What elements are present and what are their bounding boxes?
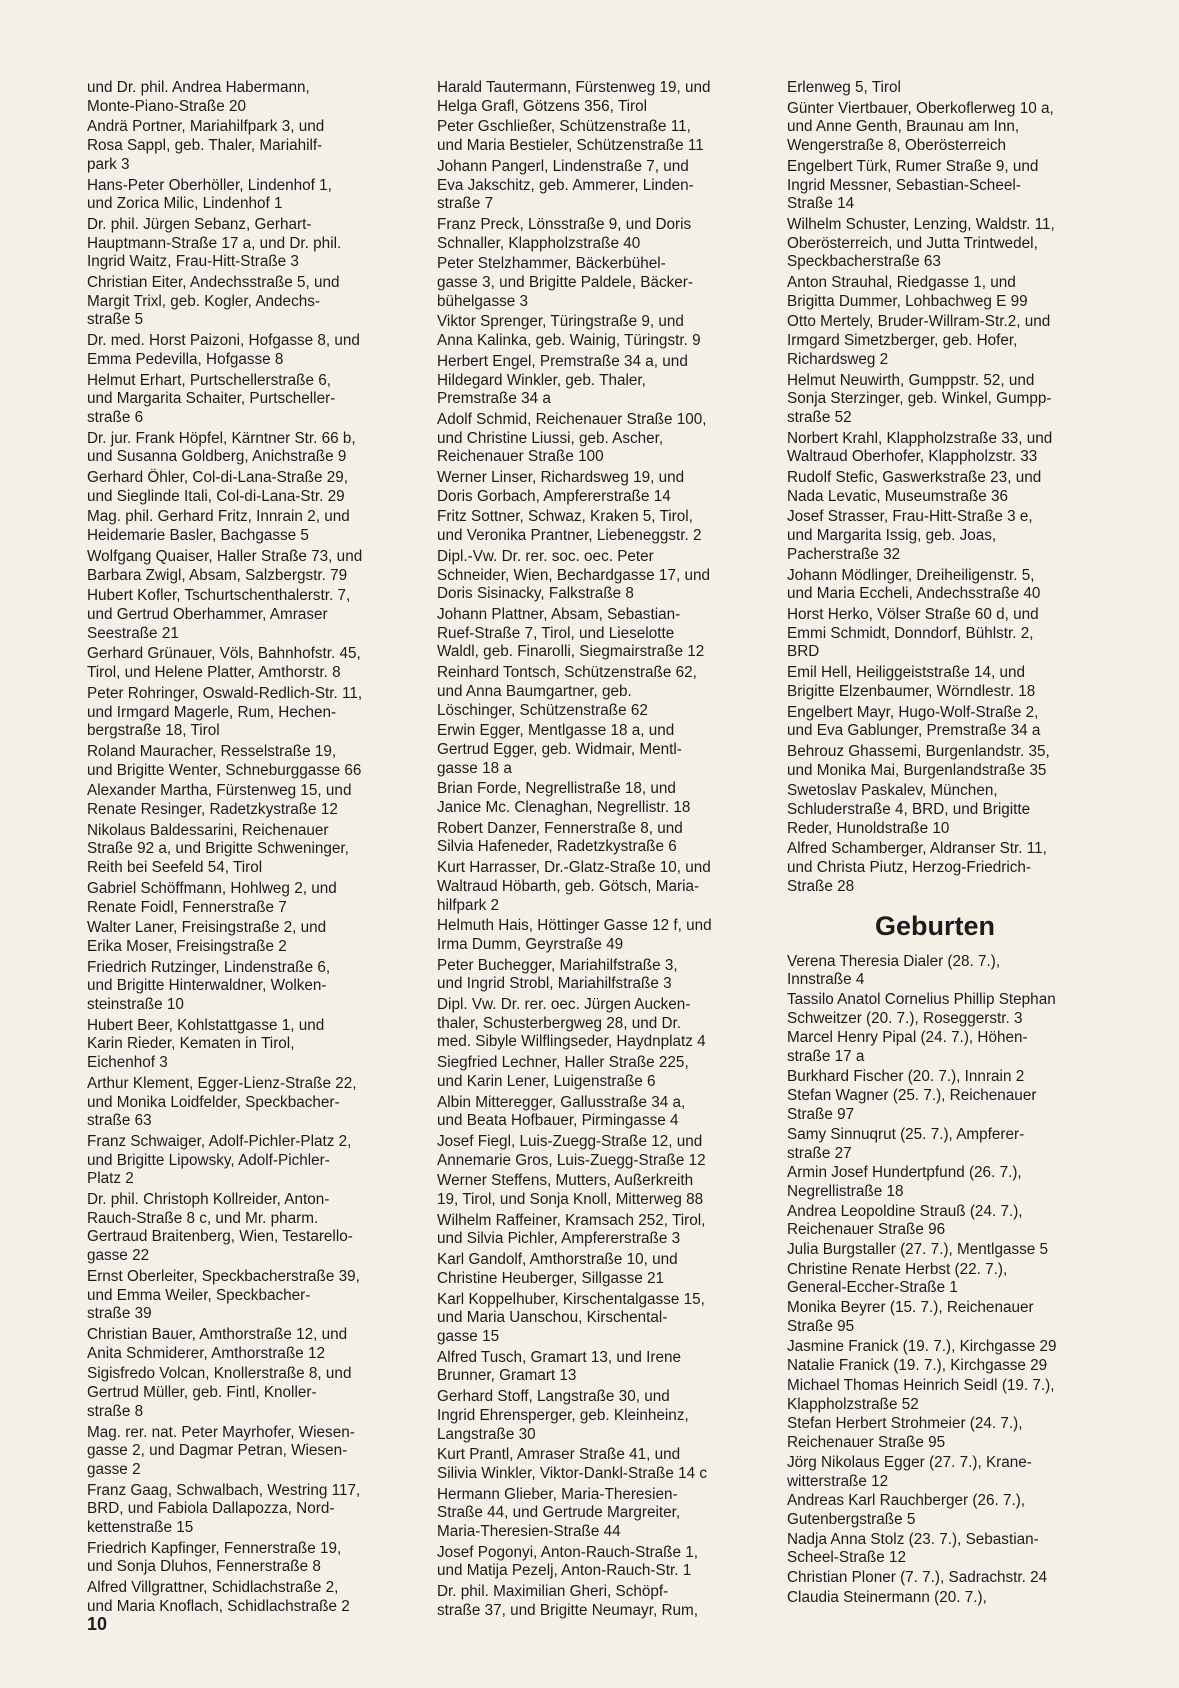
marriage-entry: Josef Pogonyi, Anton-Rauch-Straße 1, und Matija Pezelj, Anton-Rauch-Str. 1 bbox=[437, 1543, 699, 1580]
section-title-births: Geburten bbox=[875, 910, 996, 941]
marriage-entry: Siegfried Lechner, Haller Straße 225, und Karin Lener, Luigenstraße 6 bbox=[437, 1054, 689, 1090]
marriage-entry: Helmut Neuwirth, Gumppstr. 52, und Sonja Sterzinger, geb. Winkel, Gumpp- straße 52 bbox=[787, 371, 1052, 426]
marriage-entry: Reinhard Tontsch, Schützenstraße 62, und Anna Baumgartner, geb. Löschinger, Schützenstraße 62 bbox=[437, 664, 697, 719]
marriage-entry: Behrouz Ghassemi, Burgenlandstr. 35, und Monika Mai, Burgenlandstraße 35 bbox=[787, 742, 1050, 779]
birth-entry: Stefan Wagner (25. 7.), Reichenauer Straße 97 bbox=[787, 1087, 1037, 1124]
marriage-entry: Albin Mitteregger, Gallusstraße 34 a, und Beata Hofbauer, Pirmingasse 4 bbox=[437, 1093, 686, 1130]
marriage-entry: Sigisfredo Volcan, Knollerstraße 8, und Gertrud Müller, geb. Fintl, Knoller- straße 8 bbox=[87, 1365, 352, 1420]
marriage-entry: Johann Mödlinger, Dreiheiligenstr. 5, und Maria Eccheli, Andechsstraße 40 bbox=[787, 566, 1041, 603]
marriage-entry: Karl Koppelhuber, Kirschentalgasse 15, und Maria Uanschou, Kirschental- gasse 15 bbox=[437, 1290, 705, 1345]
marriage-entry: Gerhard Grünauer, Völs, Bahnhofstr. 45, Tirol, und Helene Platter, Amthorstr. 8 bbox=[87, 645, 361, 682]
birth-entry: Christian Ploner (7. 7.), Sadrachstr. 24 bbox=[787, 1569, 1048, 1587]
birth-entry: Burkhard Fischer (20. 7.), Innrain 2 bbox=[787, 1067, 1025, 1085]
marriage-entry: Gerhard Stoff, Langstraße 30, und Ingrid Ehrensperger, geb. Kleinheinz, Langstraße 30 bbox=[437, 1388, 689, 1443]
marriage-entry: Christian Bauer, Amthorstraße 12, und Anita Schmiderer, Amthorstraße 12 bbox=[87, 1326, 348, 1362]
marriage-entry: Kurt Prantl, Amraser Straße 41, und Silivia Winkler, Viktor-Dankl-Straße 14 c bbox=[437, 1446, 708, 1482]
births-list bbox=[787, 953, 1117, 1608]
marriage-entry: Peter Gschließer, Schützenstraße 11, und Maria Bestieler, Schützenstraße 11 bbox=[437, 118, 704, 155]
marriage-entry: Herbert Engel, Premstraße 34 a, und Hildegard Winkler, geb. Thaler, Premstraße 34 a bbox=[437, 352, 688, 408]
marriage-entry: Nikolaus Baldessarini, Reichenauer Straße 92 a, und Brigitte Schweninger, Reith bei Seefeld 54, Tirol bbox=[87, 821, 349, 877]
marriage-entry: Peter Rohringer, Oswald-Redlich-Str. 11, und Irmgard Magerle, Rum, Hechen- bergstraße 18, Tirol bbox=[87, 684, 363, 740]
marriage-entry: Helmut Erhart, Purtschellerstraße 6, und Margarita Schaiter, Purtscheller- straße 6 bbox=[87, 371, 336, 426]
marriage-entry: Christian Eiter, Andechsstraße 5, und Margit Trixl, geb. Kogler, Andechs- straße 5 bbox=[87, 274, 340, 329]
birth-entry: Tassilo Anatol Cornelius Phillip Stephan Schweitzer (20. 7.), Roseggerstr. 3 bbox=[787, 990, 1056, 1027]
marriage-entry: Andrä Portner, Mariahilfpark 3, und Rosa Sappl, geb. Thaler, Mariahilf- park 3 bbox=[87, 118, 325, 173]
marriage-entry: Franz Schwaiger, Adolf-Pichler-Platz 2, und Brigitte Lipowsky, Adolf-Pichler- Platz 2 bbox=[87, 1132, 352, 1188]
marriage-entry: Franz Gaag, Schwalbach, Westring 117, BRD, und Fabiola Dallapozza, Nord- kettenstraße 15 bbox=[87, 1481, 361, 1537]
marriage-entry: Alfred Tusch, Gramart 13, und Irene Brunner, Gramart 13 bbox=[437, 1348, 682, 1385]
birth-entry: Stefan Herbert Strohmeier (24. 7.), Reichenauer Straße 95 bbox=[787, 1415, 1023, 1452]
marriage-entry: Norbert Krahl, Klappholzstraße 33, und Waltraud Oberhofer, Klappholzstr. 33 bbox=[787, 429, 1053, 466]
marriage-entry: Ernst Oberleiter, Speckbacherstraße 39, und Emma Weiler, Speckbacher- straße 39 bbox=[87, 1267, 360, 1323]
column-1 bbox=[87, 79, 417, 1619]
marriage-entry: Dr. jur. Frank Höpfel, Kärntner Str. 66 b, und Susanna Goldberg, Anichstraße 9 bbox=[87, 429, 356, 466]
marriage-entry: Emil Hell, Heiliggeiststraße 14, und Brigitte Elzenbaumer, Wörndlestr. 18 bbox=[787, 664, 1036, 700]
marriage-entry: Josef Fiegl, Luis-Zuegg-Straße 12, und Annemarie Gros, Luis-Zuegg-Straße 12 bbox=[437, 1132, 706, 1169]
birth-entry: Verena Theresia Dialer (28. 7.), Innstraße 4 bbox=[787, 952, 1001, 989]
birth-entry: Andrea Leopoldine Strauß (24. 7.), Reichenauer Straße 96 bbox=[787, 1202, 1023, 1239]
marriage-entry: Alexander Martha, Fürstenweg 15, und Renate Resinger, Radetzkystraße 12 bbox=[87, 782, 352, 819]
birth-entry: Jasmine Franick (19. 7.), Kirchgasse 29 bbox=[787, 1337, 1057, 1355]
marriage-entry: Walter Laner, Freisingstraße 2, und Erika Moser, Freisingstraße 2 bbox=[87, 919, 327, 955]
marriage-entry: Dr. phil. Jürgen Sebanz, Gerhart- Hauptmann-Straße 17 a, und Dr. phil. Ingrid Waitz, Frau-Hitt-Straße 3 bbox=[87, 215, 342, 271]
marriage-entry: Adolf Schmid, Reichenauer Straße 100, und Christine Liussi, geb. Ascher, Reichenauer Straße 100 bbox=[437, 410, 707, 466]
marriage-entry: Mag. rer. nat. Peter Mayrhofer, Wiesen- gasse 2, und Dagmar Petran, Wiesen- gasse 2 bbox=[87, 1423, 355, 1478]
birth-entry: Armin Josef Hundertpfund (26. 7.), Negrellistraße 18 bbox=[787, 1164, 1022, 1200]
marriage-entry: Harald Tautermann, Fürstenweg 19, und Helga Grafl, Götzens 356, Tirol bbox=[437, 79, 711, 115]
marriage-entry: Karl Gandolf, Amthorstraße 10, und Christine Heuberger, Sillgasse 21 bbox=[437, 1251, 678, 1287]
marriage-entry: Hans-Peter Oberhöller, Lindenhof 1, und Zorica Milic, Lindenhof 1 bbox=[87, 176, 332, 213]
marriage-entry: Dr. phil. Maximilian Gheri, Schöpf- straße 37, und Brigitte Neumayr, Rum, bbox=[437, 1583, 699, 1619]
marriage-entry: Engelbert Mayr, Hugo-Wolf-Straße 2, und Eva Gablunger, Premstraße 34 a bbox=[787, 703, 1041, 740]
marriage-entry: Engelbert Türk, Rumer Straße 9, und Ingrid Messner, Sebastian-Scheel- Straße 14 bbox=[787, 157, 1039, 213]
birth-entry: Jörg Nikolaus Egger (27. 7.), Krane- witterstraße 12 bbox=[787, 1453, 1032, 1490]
birth-entry: Christine Renate Herbst (22. 7.), General-Eccher-Straße 1 bbox=[787, 1260, 1008, 1297]
marriage-entry: und Dr. phil. Andrea Habermann, Monte-Piano-Straße 20 bbox=[87, 79, 310, 115]
marriage-entry: Dipl.-Vw. Dr. rer. soc. oec. Peter Schneider, Wien, Bechardgasse 17, und Doris Sisinacky, Falkstraße 8 bbox=[437, 547, 710, 603]
marriage-entry: Dipl. Vw. Dr. rer. oec. Jürgen Aucken- thaler, Schusterbergweg 28, und Dr. med. Sibyle Wilflingseder, Haydnplatz 4 bbox=[437, 996, 706, 1051]
marriage-entry: Gerhard Öhler, Col-di-Lana-Straße 29, und Sieglinde Itali, Col-di-Lana-Str. 29 bbox=[87, 469, 349, 505]
column-3 bbox=[787, 79, 1117, 1608]
marriage-entry: Otto Mertely, Bruder-Willram-Str.2, und Irmgard Simetzberger, geb. Hofer, Richardsweg 2 bbox=[787, 313, 1051, 368]
marriage-list-continued bbox=[787, 79, 1117, 897]
marriage-entry: Johann Pangerl, Lindenstraße 7, und Eva Jakschitz, geb. Ammerer, Linden- straße 7 bbox=[437, 157, 694, 213]
birth-entry: Nadja Anna Stolz (23. 7.), Sebastian- Scheel-Straße 12 bbox=[787, 1530, 1039, 1567]
marriage-entry: Friedrich Kapfinger, Fennerstraße 19, und Sonja Dluhos, Fennerstraße 8 bbox=[87, 1539, 342, 1576]
marriage-entry: Hubert Kofler, Tschurtschenthalerstr. 7, und Gertrud Oberhammer, Amraser Seestraße 21 bbox=[87, 587, 351, 642]
marriage-entry: Horst Herko, Völser Straße 60 d, und Emmi Schmidt, Donndorf, Bühlstr. 2, BRD bbox=[787, 605, 1039, 661]
marriage-entry: Mag. phil. Gerhard Fritz, Innrain 2, und Heidemarie Basler, Bachgasse 5 bbox=[87, 508, 350, 545]
marriage-entry: Friedrich Rutzinger, Lindenstraße 6, und Brigitte Hinterwaldner, Wolken- steinstraße 10 bbox=[87, 958, 331, 1014]
marriage-entry: Rudolf Stefic, Gaswerkstraße 23, und Nada Levatic, Museumstraße 36 bbox=[787, 469, 1042, 505]
marriage-entry: Peter Stelzhammer, Bäckerbühel- gasse 3, und Brigitte Paldele, Bäcker- bühelgasse 3 bbox=[437, 255, 693, 310]
marriage-entry: Helmuth Hais, Höttinger Gasse 12 f, und Irma Dumm, Geyrstraße 49 bbox=[437, 917, 712, 953]
page-number: 10 bbox=[87, 1614, 108, 1634]
marriage-entry: Viktor Sprenger, Türingstraße 9, und Anna Kalinka, geb. Wainig, Türingstr. 9 bbox=[437, 313, 701, 350]
marriage-entry: Alfred Villgrattner, Schidlachstraße 2, und Maria Knoflach, Schidlachstraße 2 bbox=[87, 1579, 350, 1615]
marriage-entry: Erlenweg 5, Tirol bbox=[787, 79, 901, 96]
marriage-entry: Kurt Harrasser, Dr.-Glatz-Straße 10, und Waltraud Höbarth, geb. Götsch, Maria- hilfpark 2 bbox=[437, 859, 711, 914]
marriage-entry: Anton Strauhal, Riedgasse 1, und Brigitta Dummer, Lohbachweg E 99 bbox=[787, 274, 1028, 310]
marriage-entry: Werner Steffens, Mutters, Außerkreith 19, Tirol, und Sonja Knoll, Mitterweg 88 bbox=[437, 1172, 704, 1209]
marriage-entry: Arthur Klement, Egger-Lienz-Straße 22, und Monika Loidfelder, Speckbacher- straße 63 bbox=[87, 1074, 357, 1130]
birth-entry: Claudia Steinermann (20. 7.), bbox=[787, 1588, 987, 1606]
marriage-entry: Hubert Beer, Kohlstattgasse 1, und Karin Rieder, Kematen in Tirol, Eichenhof 3 bbox=[87, 1016, 325, 1072]
marriage-entry: Gabriel Schöffmann, Hohlweg 2, und Renate Foidl, Fennerstraße 7 bbox=[87, 879, 337, 916]
marriage-entry: Hermann Glieber, Maria-Theresien- Straße 44, und Gertrude Margreiter, Maria-Theresien-Straße 44 bbox=[437, 1485, 681, 1541]
marriage-entry: Roland Mauracher, Resselstraße 19, und Brigitte Wenter, Schneburggasse 66 bbox=[87, 742, 362, 779]
marriage-entry: Erwin Egger, Mentlgasse 18 a, und Gertrud Egger, geb. Widmair, Mentl- gasse 18 a bbox=[437, 722, 682, 777]
marriage-entry: Günter Viertbauer, Oberkoflerweg 10 a, und Anne Genth, Braunau am Inn, Wengerstraße 8, Oberösterreich bbox=[787, 99, 1054, 155]
marriage-entry: Wilhelm Schuster, Lenzing, Waldstr. 11, Oberösterreich, und Jutta Trintwedel, Speckbacherstraße 63 bbox=[787, 215, 1055, 271]
birth-entry: Samy Sinnuqrut (25. 7.), Ampferer- straße 27 bbox=[787, 1125, 1025, 1162]
column-2 bbox=[437, 79, 775, 1623]
marriage-entry: Werner Linser, Richardsweg 19, und Doris Gorbach, Ampfererstraße 14 bbox=[437, 469, 685, 505]
birth-entry: Julia Burgstaller (27. 7.), Mentlgasse 5 bbox=[787, 1241, 1049, 1259]
marriage-entry: Robert Danzer, Fennerstraße 8, und Silvia Hafeneder, Radetzkystraße 6 bbox=[437, 819, 683, 856]
marriage-entry: Peter Buchegger, Mariahilfstraße 3, und Ingrid Strobl, Mariahilfstraße 3 bbox=[437, 956, 678, 993]
birth-entry: Marcel Henry Pipal (24. 7.), Höhen- straße 17 a bbox=[787, 1029, 1028, 1066]
marriage-entry: Franz Preck, Lönsstraße 9, und Doris Schnaller, Klappholzstraße 40 bbox=[437, 215, 692, 252]
marriage-entry: Alfred Schamberger, Aldranser Str. 11, und Christa Piutz, Herzog-Friedrich- Straße 28 bbox=[787, 840, 1047, 895]
birth-entry: Natalie Franick (19. 7.), Kirchgasse 29 bbox=[787, 1357, 1048, 1375]
marriage-entry: Johann Plattner, Absam, Sebastian- Ruef-Straße 7, Tirol, und Lieselotte Waldl, geb. Finarolli, Siegmairstraße 12 bbox=[437, 605, 705, 661]
marriage-entry: Wilhelm Raffeiner, Kramsach 252, Tirol, und Silvia Pichler, Ampfererstraße 3 bbox=[437, 1211, 706, 1248]
marriage-entry: Swetoslav Paskalev, München, Schluderstraße 4, BRD, und Brigitte Reder, Hunoldstraße 10 bbox=[787, 782, 1031, 837]
marriage-entry: Dr. phil. Christoph Kollreider, Anton- Rauch-Straße 8 c, und Mr. pharm. Gertraud Braitenberg, Wien, Testarello- gasse 22 bbox=[87, 1191, 353, 1265]
birth-entry: Monika Beyrer (15. 7.), Reichenauer Straße 95 bbox=[787, 1299, 1034, 1335]
marriage-entry: Brian Forde, Negrellistraße 18, und Janice Mc. Clenaghan, Negrellistr. 18 bbox=[437, 780, 691, 817]
marriage-entry: Dr. med. Horst Paizoni, Hofgasse 8, und Emma Pedevilla, Hofgasse 8 bbox=[87, 332, 360, 368]
marriage-entry: Wolfgang Quaiser, Haller Straße 73, und Barbara Zwigl, Absam, Salzbergstr. 79 bbox=[87, 547, 363, 584]
birth-entry: Andreas Karl Rauchberger (26. 7.), Gutenbergstraße 5 bbox=[787, 1492, 1026, 1528]
birth-entry: Michael Thomas Heinrich Seidl (19. 7.), Klappholzstraße 52 bbox=[787, 1377, 1055, 1413]
marriage-entry: Josef Strasser, Frau-Hitt-Straße 3 e, und Margarita Issig, geb. Joas, Pacherstraße 32 bbox=[787, 508, 1033, 563]
marriage-entry: Fritz Sottner, Schwaz, Kraken 5, Tirol, und Veronika Prantner, Liebeneggstr. 2 bbox=[437, 508, 702, 545]
